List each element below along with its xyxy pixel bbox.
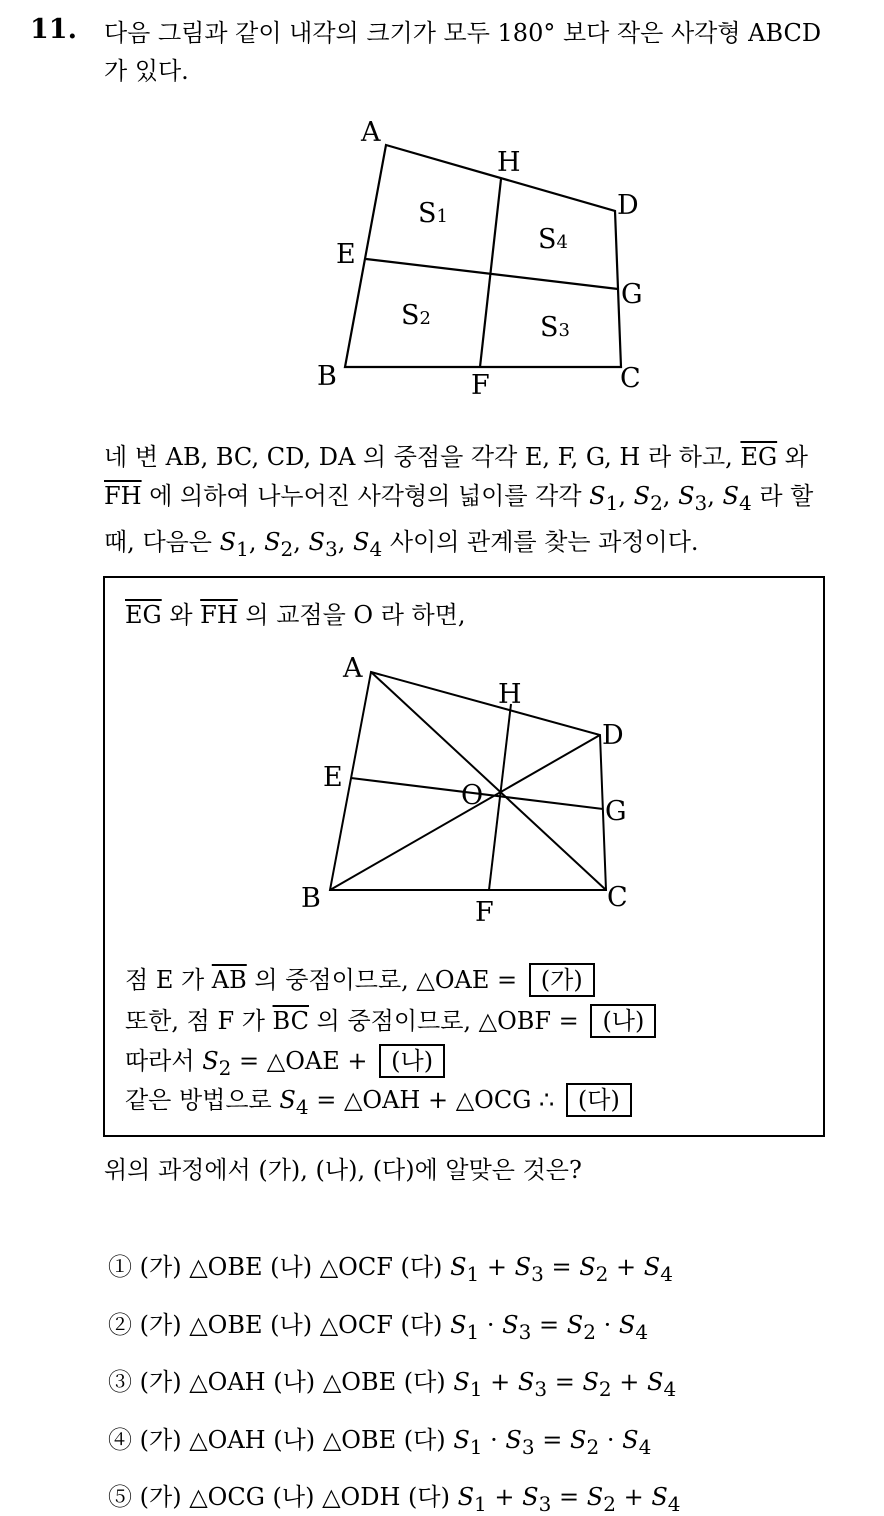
box-line-4: 따라서 $S_2$ = △OAE + (나) (125, 1042, 445, 1087)
box-line-1: $\overline{EG}$ 와 $\overline{FH}$ 의 교점을 O 라 하면, (125, 601, 466, 629)
label-g: G (621, 279, 643, 310)
figure-quadrilateral (0, 0, 884, 420)
paragraph-line-3: 때, 다음은 $S_1$, $S_2$, $S_3$, $S_4$ 사이의 관계를 찾는 과정이다. (104, 527, 699, 561)
svg-text:H: H (498, 679, 522, 710)
svg-text:A: A (343, 653, 363, 684)
region-s3: S3 (540, 312, 570, 343)
blank-da: (다) (566, 1083, 632, 1117)
stem-line-1: 다음 그림과 같이 내각의 크기가 모두 180° 보다 작은 사각형 ABCD (104, 19, 822, 47)
problem-paragraph (104, 438, 864, 569)
svg-text:G: G (605, 796, 627, 827)
process-box (103, 576, 825, 1137)
svg-text:C: C (607, 882, 628, 913)
blank-ga: (가) (529, 963, 595, 997)
answer-choice-2[interactable]: ② (가) △OBE (나) △OCF (다) $S_1 \cdot S_3 = S_2 \cdot S_4$ (108, 1311, 649, 1344)
label-b: B (317, 361, 337, 392)
segment-eg-text: $\overline{EG}$ (740, 443, 778, 471)
label-a: A (361, 117, 381, 148)
answer-choice-5[interactable]: ⑤ (가) △OCG (나) △ODH (다) $S_1 + S_3 = S_2 + S_4$ (108, 1483, 681, 1516)
paragraph-line-2: $\overline{FH}$ 에 의하여 나누어진 사각형의 넓이를 각각 $S_1$, $S_2$, $S_3$, $S_4$ 라 할 (104, 482, 814, 515)
region-s4: S4 (538, 224, 568, 255)
box-line-5: 같은 방법으로 $S_4$ = △OAH + △OCG ∴ (다) (125, 1081, 632, 1126)
label-f: F (471, 370, 490, 401)
paragraph-line-1: 네 변 AB, BC, CD, DA 의 중점을 각각 E, F, G, H 라 하고, $\overline{EG}$ 와 (104, 443, 808, 471)
svg-text:O: O (461, 780, 484, 811)
label-e: E (336, 239, 356, 270)
svg-text:B: B (301, 883, 321, 914)
question-prompt: 위의 과정에서 (가), (나), (다)에 알맞은 것은? (104, 1156, 582, 1184)
figure-quadrilateral-diagonals (105, 578, 823, 938)
box-line-2: 점 E 가 $\overline{AB}$ 의 중점이므로, △OAE = (가) (125, 961, 595, 999)
box-line-3: 또한, 점 F 가 $\overline{BC}$ 의 중점이므로, △OBF = (나) (125, 1002, 656, 1040)
region-s2: S2 (401, 300, 431, 331)
svg-text:F: F (475, 897, 494, 928)
svg-text:D: D (602, 720, 624, 751)
question-number: 11. (30, 14, 77, 45)
label-d: D (617, 190, 639, 221)
label-c: C (620, 363, 641, 394)
stem-line-2: 가 있다. (104, 57, 189, 85)
blank-na-2: (나) (379, 1044, 445, 1078)
blank-na: (나) (590, 1004, 656, 1038)
label-h: H (497, 147, 521, 178)
answer-choice-4[interactable]: ④ (가) △OAH (나) △OBE (다) $S_1 \cdot S_3 = S_2 \cdot S_4$ (108, 1426, 652, 1459)
svg-text:E: E (323, 762, 343, 793)
answer-choice-1[interactable]: ① (가) △OBE (나) △OCF (다) $S_1 + S_3 = S_2 + S_4$ (108, 1253, 673, 1286)
answer-choice-3[interactable]: ③ (가) △OAH (나) △OBE (다) $S_1 + S_3 = S_2 + S_4$ (108, 1368, 677, 1401)
region-s1: S1 (418, 198, 448, 229)
segment-fh-text: $\overline{FH}$ (104, 482, 142, 510)
